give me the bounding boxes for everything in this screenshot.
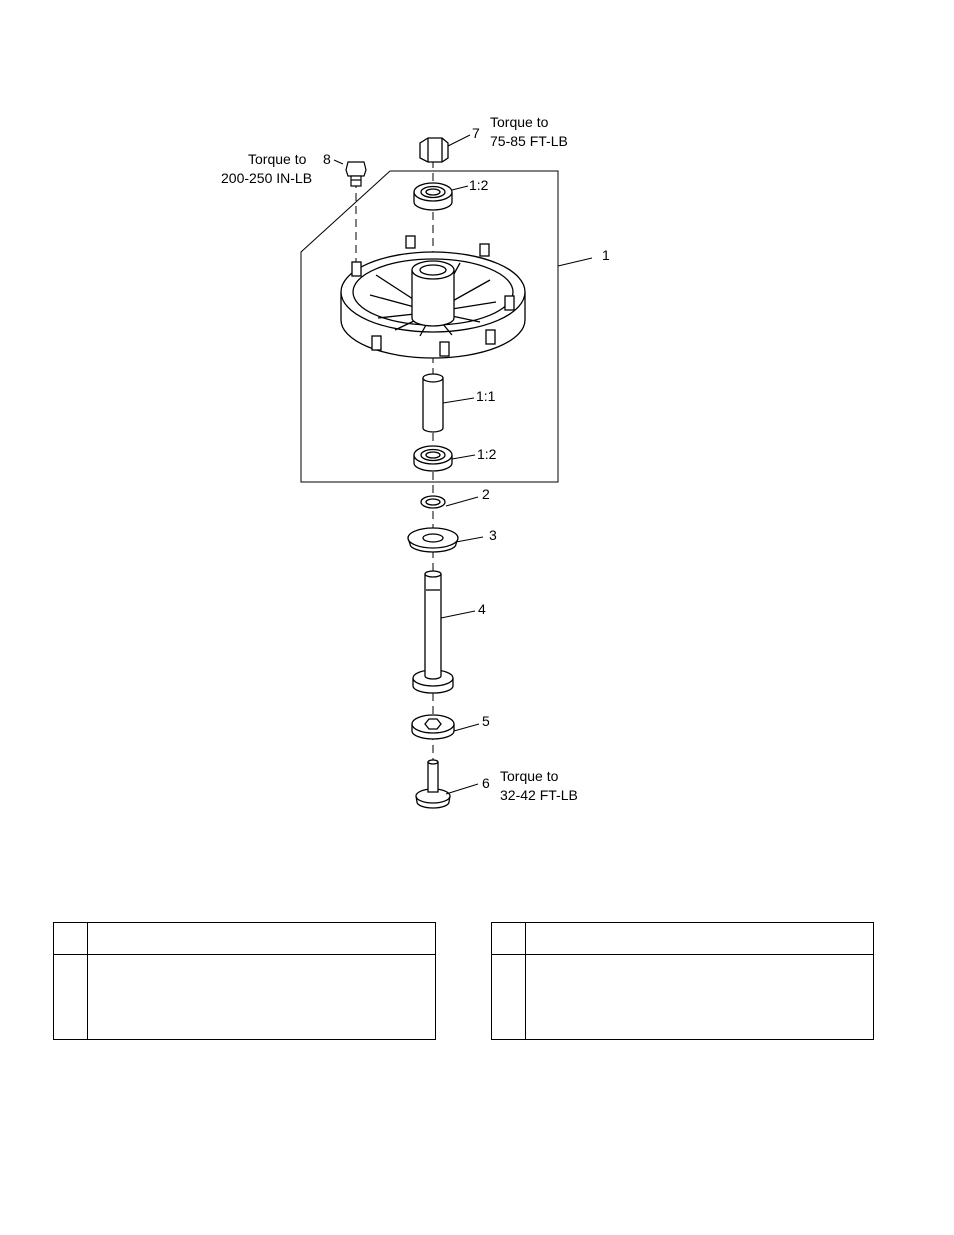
torque-note-item-8-line1: Torque to: [248, 151, 307, 167]
torque-note-item-8-line2: 200-250 IN-LB: [221, 170, 313, 186]
callout-4: 4: [478, 601, 486, 617]
spacer-tube: [423, 374, 443, 432]
callout-1-2-lower: 1:2: [477, 446, 497, 462]
torque-note-item-6-line2: 32-42 FT-LB: [500, 787, 578, 803]
callout-1: 1: [602, 247, 610, 263]
callout-6: 6: [482, 775, 490, 791]
table-cell: [88, 955, 436, 1040]
parts-table-left: [53, 922, 436, 1040]
lower-bearing: [414, 446, 452, 471]
torque-note-item-6-line1: Torque to: [500, 768, 559, 784]
upper-bearing: [414, 183, 452, 210]
table-header-cell: [88, 923, 436, 955]
torque-note-item-7-line1: Torque to: [490, 114, 549, 130]
torque-note-item-7-line2: 75-85 FT-LB: [490, 133, 568, 149]
table-cell: [492, 955, 526, 1040]
table-header-cell: [492, 923, 526, 955]
parts-table-right: [491, 922, 874, 1040]
callout-1-1: 1:1: [476, 388, 496, 404]
callout-3: 3: [489, 527, 497, 543]
washer-item-5: [412, 715, 454, 739]
callout-1-2-upper: 1:2: [469, 177, 489, 193]
callout-2: 2: [482, 486, 490, 502]
table-cell: [526, 955, 874, 1040]
seal-item-3: [408, 528, 458, 552]
spindle-shaft-item-4: [413, 571, 453, 693]
bolt-item-8: [346, 162, 366, 186]
nut-item-7: [420, 138, 448, 162]
table-cell: [54, 955, 88, 1040]
spindle-housing: [341, 236, 525, 358]
leader-lines: [334, 135, 592, 794]
washer-item-2: [421, 496, 445, 508]
bolt-item-6: [416, 760, 450, 808]
callout-5: 5: [482, 713, 490, 729]
table-header-cell: [54, 923, 88, 955]
callout-7: 7: [472, 125, 480, 141]
callout-8: 8: [323, 151, 331, 167]
table-header-cell: [526, 923, 874, 955]
